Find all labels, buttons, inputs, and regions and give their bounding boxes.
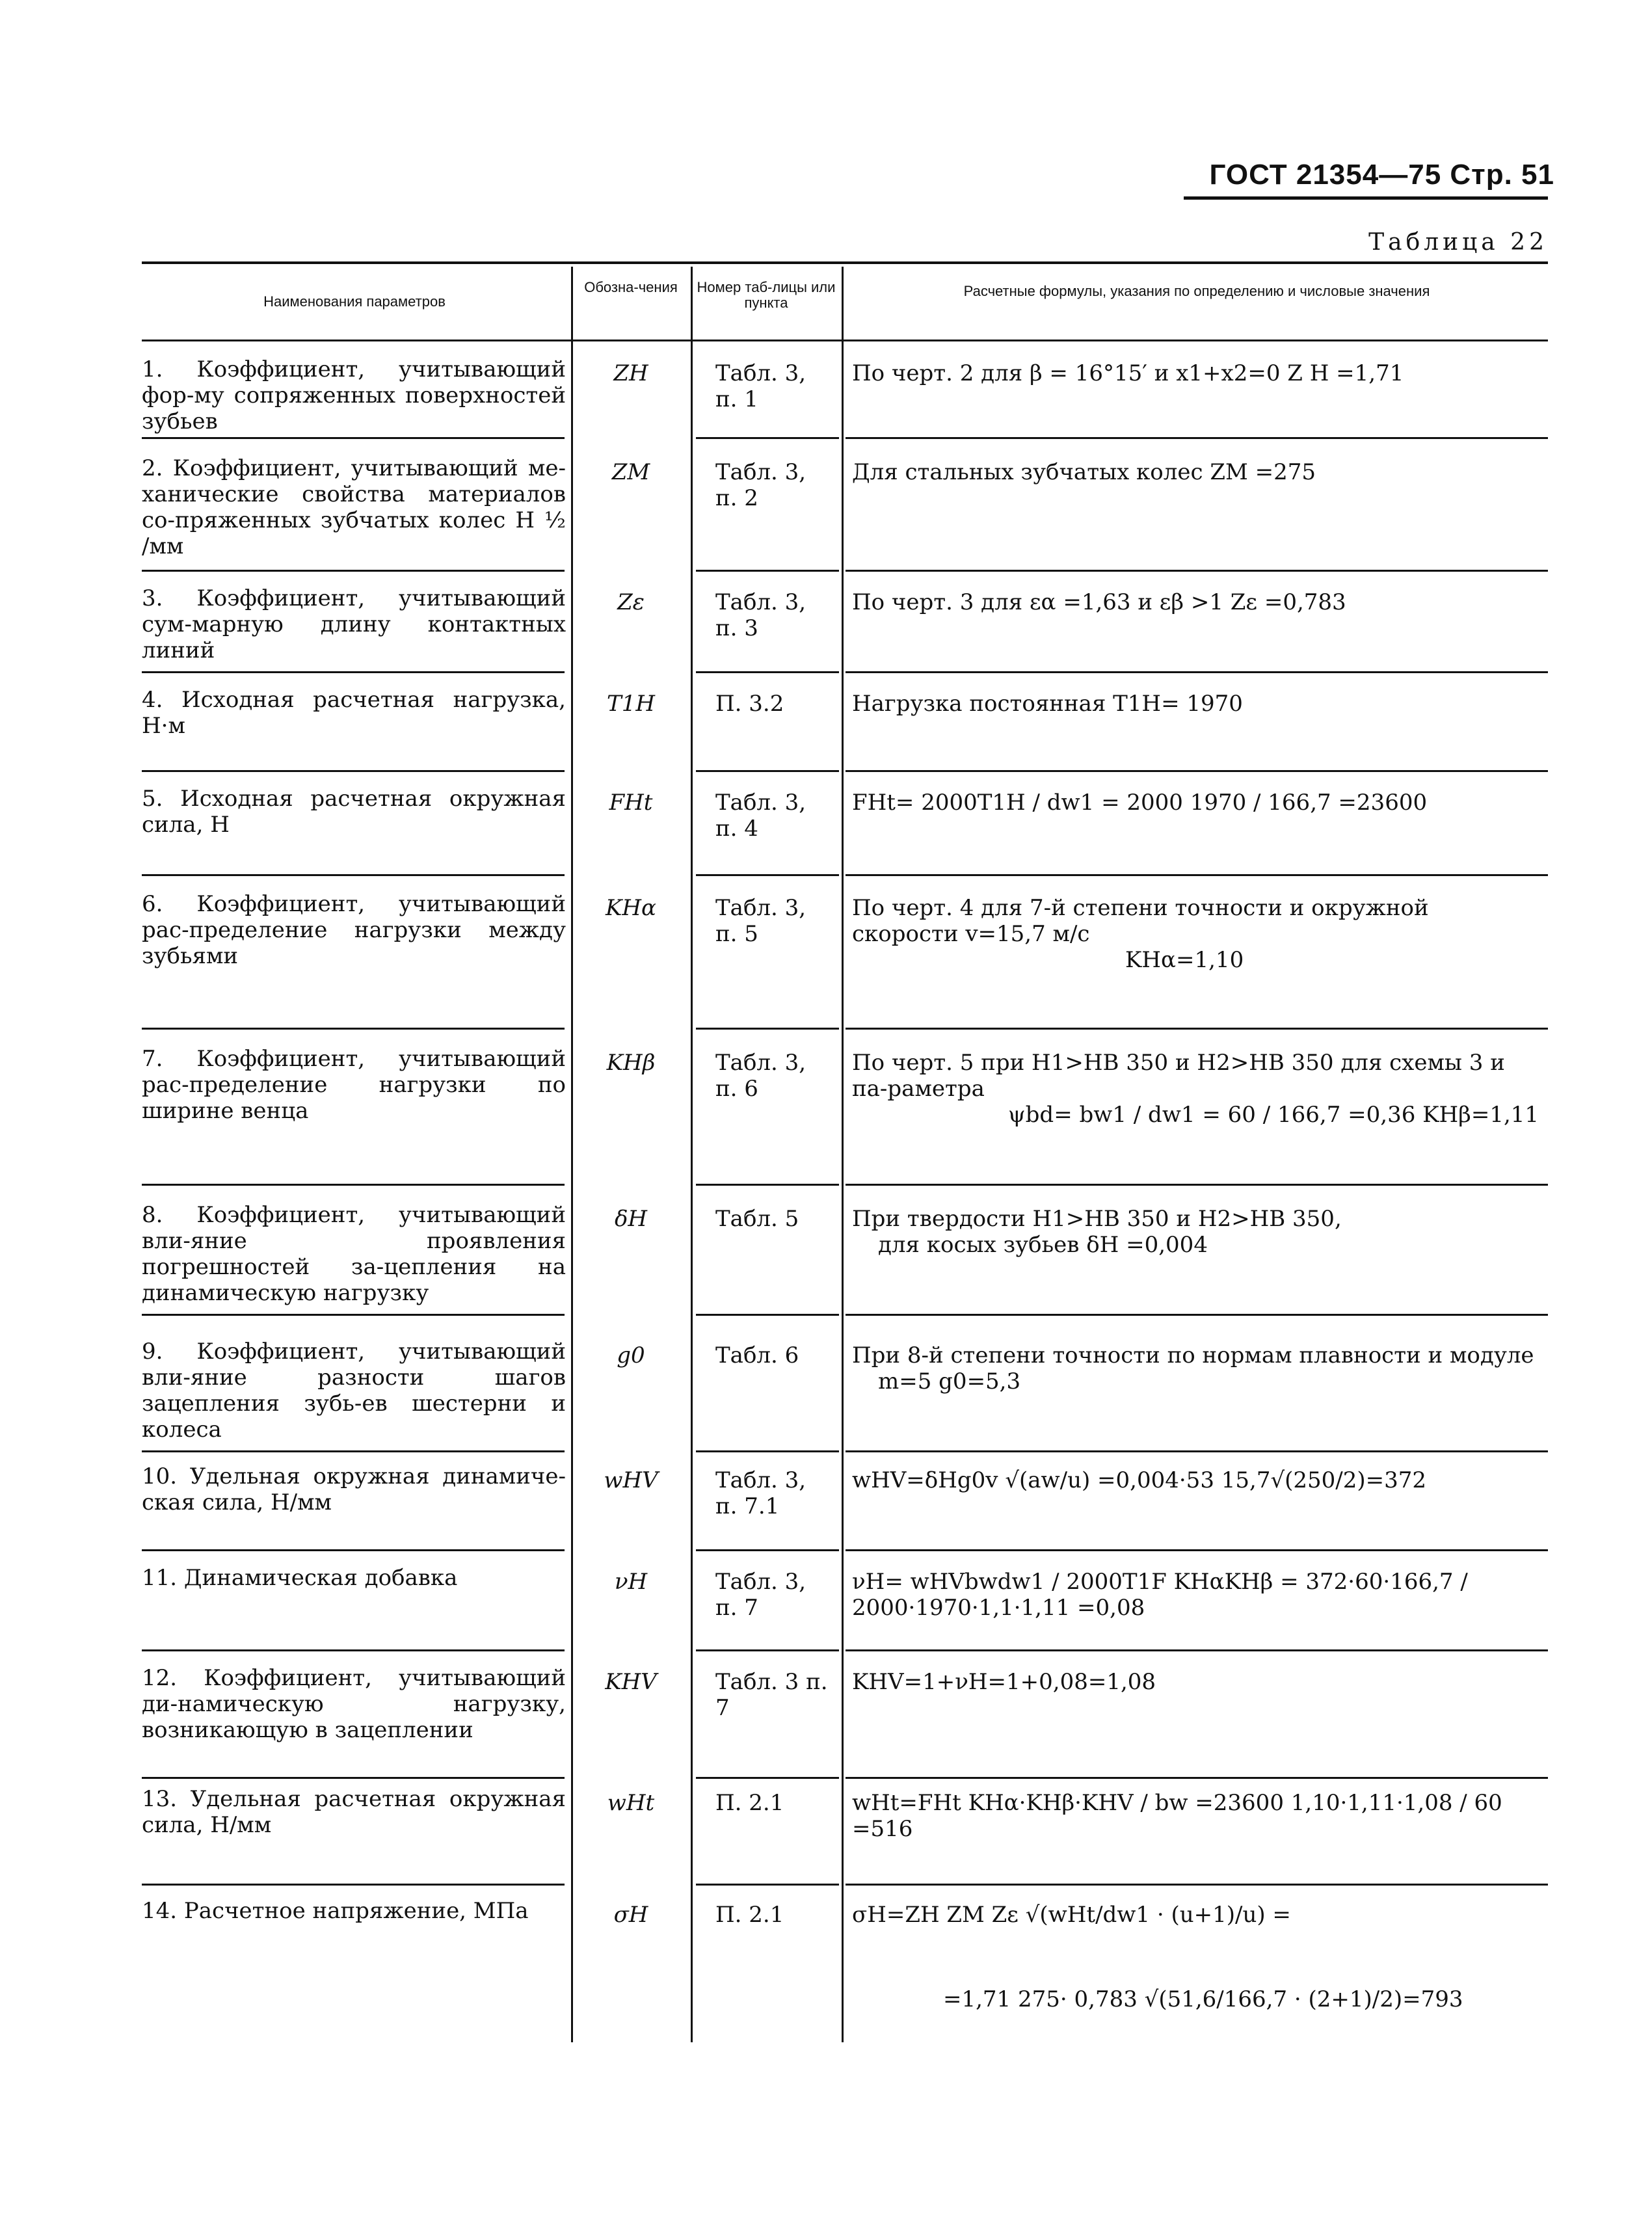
row-rule [846, 1649, 1548, 1651]
param-symbol: T1H [607, 691, 655, 717]
row-rule [142, 1028, 565, 1030]
param-formula: σH=ZH ZM Zε √(wHt/dw1 · (u+1)/u) = [852, 1902, 1291, 1928]
param-formula: wHV=δHg0v √(aw/u) =0,004·53 15,7√(250/2)=372 [852, 1467, 1427, 1493]
row-rule [696, 770, 839, 772]
param-formula: При 8-й степени точности по нормам плавности и модуле [852, 1342, 1534, 1368]
param-symbol: KHα [605, 895, 656, 921]
param-ref: П. 2.1 [715, 1902, 784, 1928]
row-rule [142, 1884, 565, 1886]
param-formula: По черт. 4 для 7-й степени точности и окружной скорости v=15,7 м/с [852, 895, 1429, 947]
row-rule [696, 1184, 839, 1186]
row-rule [846, 1450, 1548, 1452]
row-rule [846, 1549, 1548, 1551]
row-rule [846, 874, 1548, 876]
page-number: Стр. 51 [1450, 159, 1554, 191]
row-rule [696, 671, 839, 673]
param-formula: FHt= 2000T1H / dw1 = 2000 1970 / 166,7 =23600 [852, 790, 1428, 816]
param-formula-line2: =1,71 275· 0,783 √(51,6/166,7 · (2+1)/2)=793 [943, 1986, 1463, 2012]
page-header [1210, 159, 1555, 191]
param-name: 6. Коэффициент, учитывающий рас-пределение нагрузки между зубьями [142, 891, 566, 969]
row-rule [696, 1884, 839, 1886]
row-rule [142, 874, 565, 876]
row-rule [142, 770, 565, 772]
row-rule [846, 1777, 1548, 1779]
row-rule [846, 437, 1548, 439]
param-symbol: νH [614, 1569, 648, 1595]
table-head-rule [142, 340, 1548, 341]
param-name: 14. Расчетное напряжение, МПа [142, 1898, 529, 1924]
param-formula: KHV=1+νH=1+0,08=1,08 [852, 1669, 1156, 1695]
row-rule [696, 1649, 839, 1651]
param-name: 13. Удельная расчетная окружная сила, Н/мм [142, 1786, 566, 1838]
param-formula-line2: ψbd= bw1 / dw1 = 60 / 166,7 =0,36 KHβ=1,11 [1008, 1102, 1539, 1128]
row-rule [696, 1314, 839, 1316]
param-ref: Табл. 3, п. 5 [715, 895, 806, 947]
param-formula-line2: KHα=1,10 [1125, 947, 1244, 973]
param-name: 1. Коэффициент, учитывающий фор-му сопряженных поверхностей зубьев [142, 356, 566, 434]
row-rule [142, 1314, 565, 1316]
row-rule [846, 570, 1548, 572]
param-name: 4. Исходная расчетная нагрузка, Н·м [142, 687, 566, 739]
row-rule [696, 437, 839, 439]
param-symbol: σH [613, 1902, 648, 1928]
col-header-symbol: Обозна-чения [584, 279, 678, 295]
row-rule [696, 1450, 839, 1452]
param-formula: По черт. 2 для β = 16°15′ и x1+x2=0 Z H =1,71 [852, 360, 1404, 386]
header-rule [1184, 196, 1548, 200]
param-symbol: KHβ [606, 1050, 656, 1076]
param-name: 12. Коэффициент, учитывающий ди-намическую нагрузку, возникающую в зацеплении [142, 1665, 566, 1743]
col-divider [691, 267, 693, 2042]
col-header-name: Наименования параметров [263, 293, 446, 310]
row-rule [696, 874, 839, 876]
row-rule [696, 1549, 839, 1551]
param-ref: Табл. 3, п. 6 [715, 1050, 806, 1102]
param-formula-line2: для косых зубьев δH =0,004 [878, 1232, 1208, 1258]
param-name: 2. Коэффициент, учитывающий ме-ханические свойства материалов со-пряженных зубчатых колес H ½ /мм [142, 455, 566, 559]
param-name: 9. Коэффициент, учитывающий вли-яние разности шагов зацепления зубь-ев шестерни и колеса [142, 1339, 566, 1443]
param-name: 10. Удельная окружная динамиче-ская сила, Н/мм [142, 1463, 566, 1515]
param-ref: Табл. 3, п. 7 [715, 1569, 806, 1621]
table-label: Таблица 22 [1368, 229, 1548, 256]
param-symbol: wHV [604, 1467, 658, 1493]
col-divider [842, 267, 844, 2042]
row-rule [846, 770, 1548, 772]
param-formula: При твердости H1>HB 350 и H2>HB 350, [852, 1206, 1342, 1232]
row-rule [142, 570, 565, 572]
row-rule [142, 1777, 565, 1779]
param-ref: Табл. 3, п. 1 [715, 360, 806, 412]
param-name: 7. Коэффициент, учитывающий рас-пределение нагрузки по ширине венца [142, 1046, 566, 1124]
col-header-ref: Номер таб-лицы или пункта [697, 279, 836, 311]
param-ref: Табл. 3, п. 2 [715, 459, 806, 511]
row-rule [142, 671, 565, 673]
param-formula: νH= wHVbwdw1 / 2000T1F KHαKHβ = 372·60·166,7 / 2000·1970·1,1·1,11 =0,08 [852, 1569, 1468, 1621]
param-symbol: Zε [617, 589, 645, 615]
param-symbol: g0 [617, 1342, 645, 1368]
table-top-rule [142, 261, 1548, 264]
param-ref: Табл. 3 п. 7 [715, 1669, 828, 1721]
row-rule [696, 1777, 839, 1779]
param-ref: П. 2.1 [715, 1790, 784, 1816]
row-rule [142, 1184, 565, 1186]
param-symbol: δH [614, 1206, 648, 1232]
row-rule [846, 1028, 1548, 1030]
row-rule [846, 1314, 1548, 1316]
param-ref: П. 3.2 [715, 691, 784, 717]
param-name: 11. Динамическая добавка [142, 1565, 458, 1591]
param-name: 3. Коэффициент, учитывающий сум-марную длину контактных линий [142, 585, 566, 663]
param-formula-line2: m=5 g0=5,3 [878, 1368, 1021, 1394]
standard-id: ГОСТ 21354—75 [1209, 159, 1442, 191]
row-rule [846, 1184, 1548, 1186]
row-rule [696, 1028, 839, 1030]
param-name: 8. Коэффициент, учитывающий вли-яние проявления погрешностей за-цепления на динамическую нагрузку [142, 1202, 566, 1306]
row-rule [142, 437, 565, 439]
param-formula: wHt=FHt KHα·KHβ·KHV / bw =23600 1,10·1,11·1,08 / 60 =516 [852, 1790, 1502, 1842]
param-ref: Табл. 3, п. 3 [715, 589, 806, 641]
param-ref: Табл. 5 [715, 1206, 799, 1232]
param-symbol: wHt [607, 1790, 655, 1816]
param-formula: По черт. 3 для εα =1,63 и εβ >1 Zε =0,783 [852, 589, 1346, 615]
row-rule [142, 1450, 565, 1452]
col-header-formula: Расчетные формулы, указания по определению и числовые значения [963, 283, 1430, 299]
param-symbol: FHt [609, 790, 653, 816]
col-divider [571, 267, 573, 2042]
param-symbol: KHV [605, 1669, 657, 1695]
row-rule [142, 1649, 565, 1651]
row-rule [142, 1549, 565, 1551]
param-symbol: ZH [613, 360, 648, 386]
row-rule [846, 1884, 1548, 1886]
param-formula: Для стальных зубчатых колес ZM =275 [852, 459, 1316, 485]
param-formula: Нагрузка постоянная T1H= 1970 [852, 691, 1243, 717]
param-formula: По черт. 5 при H1>HB 350 и H2>HB 350 для схемы 3 и па-раметра [852, 1050, 1505, 1102]
row-rule [696, 570, 839, 572]
param-name: 5. Исходная расчетная окружная сила, Н [142, 786, 566, 838]
param-ref: Табл. 3, п. 4 [715, 790, 806, 842]
param-ref: Табл. 6 [715, 1342, 799, 1368]
param-symbol: ZM [611, 459, 650, 485]
param-ref: Табл. 3, п. 7.1 [715, 1467, 806, 1519]
row-rule [846, 671, 1548, 673]
